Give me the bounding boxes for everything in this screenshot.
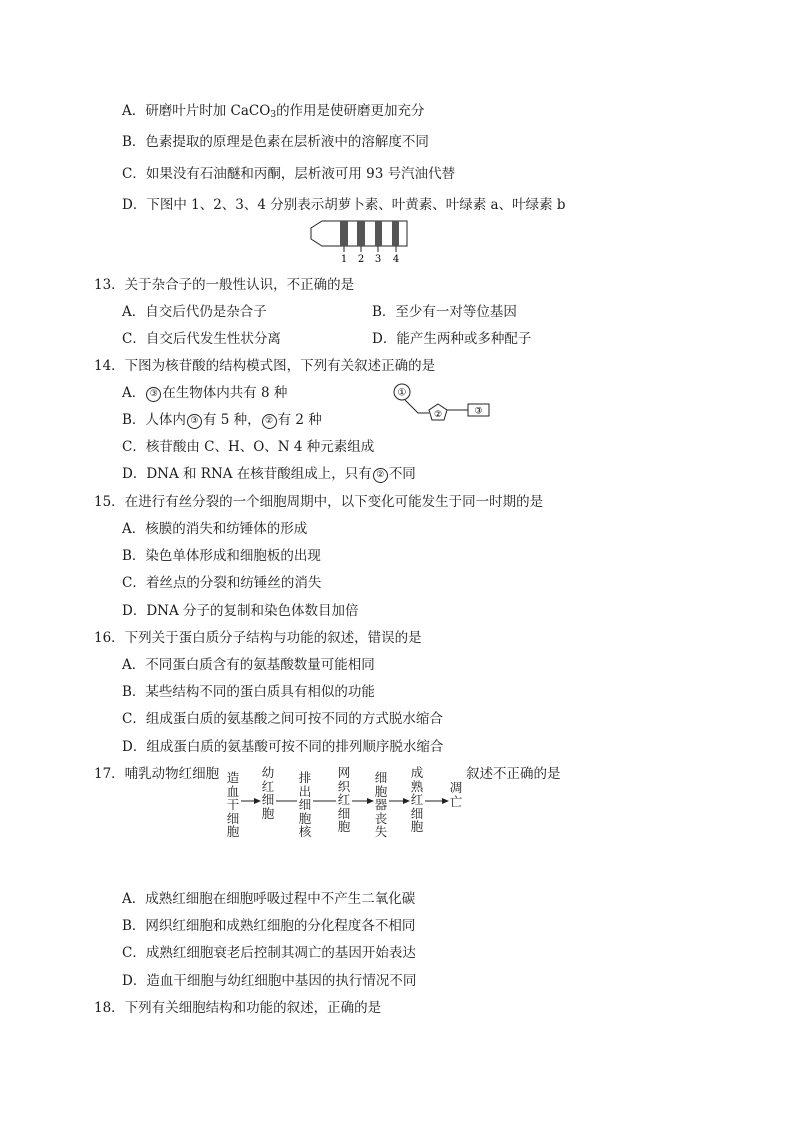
- pigment-band-2: [357, 221, 365, 246]
- q13-option-a: A．自交后代仍是杂合子: [122, 304, 267, 320]
- q16-option-c: C．组成蛋白质的氨基酸之间可按不同的方式脱水缩合: [122, 711, 443, 727]
- q15-stem: 15．在进行有丝分裂的一个细胞周期中，以下变化可能发生于同一时期的是: [94, 494, 544, 510]
- strip-label-2: 2: [357, 254, 365, 264]
- flow-stage-apoptosis: 凋亡: [449, 780, 463, 809]
- q18-stem: 18．下列有关细胞结构和功能的叙述，正确的是: [94, 1000, 382, 1016]
- q16-option-b: B．某些结构不同的蛋白质具有相似的功能: [122, 684, 375, 700]
- pentose-label: ②: [433, 410, 443, 420]
- q14-option-a: A． ③ 在生物体内共有 8 种: [122, 385, 288, 401]
- q14-option-c: C．核苷酸由 C、H、O、N 4 种元素组成: [122, 439, 375, 455]
- strip-label-4: 4: [392, 254, 400, 264]
- q14-option-b: B．人体内 ③ 有 5 种， ② 有 2 种: [122, 412, 322, 428]
- q15-option-c: C．着丝点的分裂和纺锤丝的消失: [122, 575, 322, 591]
- pigment-band-4: [392, 221, 399, 246]
- flow-arrows: [224, 765, 484, 834]
- phosphate-label: ①: [397, 387, 407, 399]
- q12-option-b: B．色素提取的原理是色素在层析液中的溶解度不同: [122, 134, 429, 150]
- flow-stage-organelles-lost: 细胞器丧失: [374, 770, 388, 839]
- q12-option-a: A．研磨叶片时加 CaCO$_3$的作用是使研磨更加充分: [122, 103, 425, 120]
- strip-label-3: 3: [374, 254, 382, 264]
- q17-option-b: B．网织红细胞和成熟红细胞的分化程度各不相同: [122, 918, 416, 934]
- q13-option-b: B．至少有一对等位基因: [372, 304, 517, 320]
- flow-stage-nucleus-expelled: 排出细胞核: [298, 770, 312, 839]
- flow-stage-reticulocyte: 网织红细胞: [337, 765, 351, 834]
- base-label: ③: [474, 406, 483, 417]
- flow-stage-young-red-cell: 幼红细胞: [261, 765, 275, 821]
- pigment-band-1: [340, 221, 348, 246]
- q13-option-d: D．能产生两种或多种配子: [372, 331, 532, 347]
- q16-option-a: A．不同蛋白质含有的氨基酸数量可能相同: [122, 657, 375, 673]
- q16-option-d: D．组成蛋白质的氨基酸可按不同的排列顺序脱水缩合: [122, 739, 444, 755]
- pigment-band-3: [375, 221, 382, 246]
- q15-option-d: D．DNA 分子的复制和染色体数目加倍: [122, 603, 359, 619]
- q17-option-a: A．成熟红细胞在细胞呼吸过程中不产生二氧化碳: [122, 891, 416, 907]
- q14-option-d: D．DNA 和 RNA 在核苷酸组成上，只有 ② 不同: [122, 466, 416, 482]
- q15-option-a: A．核膜的消失和纺锤体的形成: [122, 521, 308, 537]
- q13-stem: 13．关于杂合子的一般性认识，不正确的是: [94, 277, 355, 293]
- flow-stage-hematopoietic-stem-cell: 造血干细胞: [226, 770, 240, 839]
- q17-stem-left: 17．哺乳动物红细胞: [94, 766, 220, 782]
- q12-option-c: C．如果没有石油醚和丙酮，层析液可用 93 号汽油代替: [122, 166, 456, 182]
- q16-stem: 16．下列关于蛋白质分子结构与功能的叙述，错误的是: [94, 630, 422, 646]
- q17-stem-right: 叙述不正确的是: [466, 766, 561, 782]
- strip-label-1: 1: [340, 254, 348, 264]
- q17-option-c: C．成熟红细胞衰老后控制其凋亡的基因开始表达: [122, 945, 416, 961]
- q13-option-c: C．自交后代发生性状分离: [122, 331, 281, 347]
- chromatography-strip-diagram: [310, 220, 410, 264]
- q15-option-b: B．染色单体形成和细胞板的出现: [122, 548, 321, 564]
- nucleotide-structure-diagram: [392, 383, 494, 423]
- flow-stage-mature-red-cell: 成熟红细胞: [410, 765, 424, 834]
- red-blood-cell-flow-diagram: [224, 765, 484, 839]
- q12-option-d: D．下图中 1、2、3、4 分别表示胡萝卜素、叶黄素、叶绿素 a、叶绿素 b: [122, 197, 566, 213]
- q17-option-d: D．造血干细胞与幼红细胞中基因的执行情况不同: [122, 973, 417, 989]
- q14-stem: 14．下图为核苷酸的结构模式图，下列有关叙述正确的是: [94, 358, 436, 374]
